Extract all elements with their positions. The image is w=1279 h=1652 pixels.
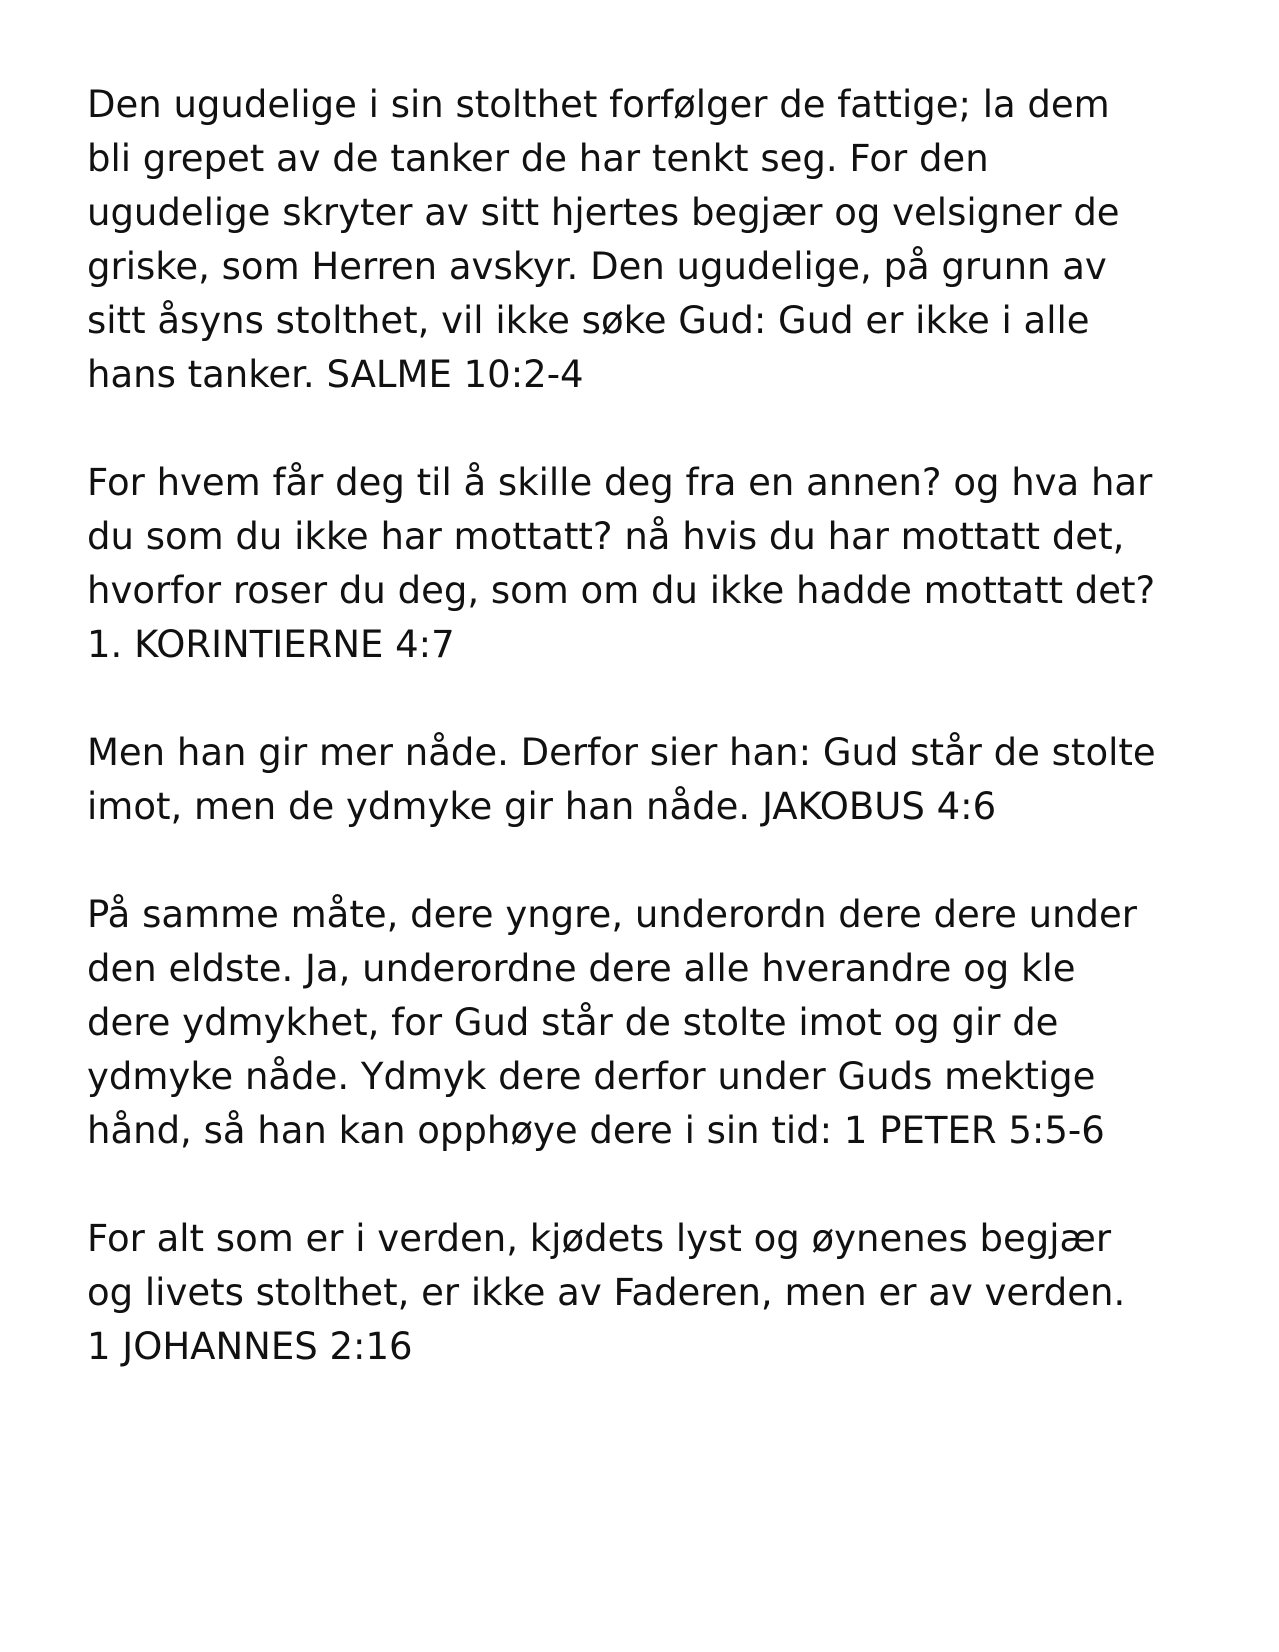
- text-line: 1. KORINTIERNE 4:7: [87, 623, 455, 666]
- text-line: du som du ikke har mottatt? nå hvis du har mottatt det,: [87, 515, 1125, 558]
- text-line: og livets stolthet, er ikke av Faderen, men er av verden.: [87, 1271, 1126, 1314]
- text-line: For alt som er i verden, kjødets lyst og øynenes begjær: [87, 1217, 1112, 1260]
- passage-salme: [87, 78, 1207, 402]
- passage-johannes: [87, 1212, 1207, 1374]
- text-line: hans tanker. SALME 10:2-4: [87, 353, 584, 396]
- text-line: Den ugudelige i sin stolthet forfølger de fattige; la dem: [87, 83, 1110, 126]
- text-line: den eldste. Ja, underordne dere alle hverandre og kle: [87, 947, 1076, 990]
- text-line: sitt åsyns stolthet, vil ikke søke Gud: Gud er ikke i alle: [87, 299, 1090, 342]
- text-line: griske, som Herren avskyr. Den ugudelige, på grunn av: [87, 245, 1107, 288]
- text-line: hånd, så han kan opphøye dere i sin tid: 1 PETER 5:5-6: [87, 1109, 1105, 1152]
- text-line: ydmyke nåde. Ydmyk dere derfor under Guds mektige: [87, 1055, 1096, 1098]
- document-page: [87, 78, 1207, 1428]
- passage-jakobus: [87, 726, 1207, 834]
- text-line: imot, men de ydmyke gir han nåde. JAKOBUS 4:6: [87, 785, 997, 828]
- passage-korintierne: [87, 456, 1207, 672]
- passage-peter: [87, 888, 1207, 1158]
- text-line: hvorfor roser du deg, som om du ikke hadde mottatt det?: [87, 569, 1156, 612]
- text-line: 1 JOHANNES 2:16: [87, 1325, 413, 1368]
- text-line: Men han gir mer nåde. Derfor sier han: Gud står de stolte: [87, 731, 1156, 774]
- text-line: For hvem får deg til å skille deg fra en annen? og hva har: [87, 461, 1153, 504]
- text-line: På samme måte, dere yngre, underordn dere dere under: [87, 893, 1138, 936]
- text-line: dere ydmykhet, for Gud står de stolte imot og gir de: [87, 1001, 1059, 1044]
- text-line: bli grepet av de tanker de har tenkt seg. For den: [87, 137, 989, 180]
- text-line: ugudelige skryter av sitt hjertes begjær og velsigner de: [87, 191, 1120, 234]
